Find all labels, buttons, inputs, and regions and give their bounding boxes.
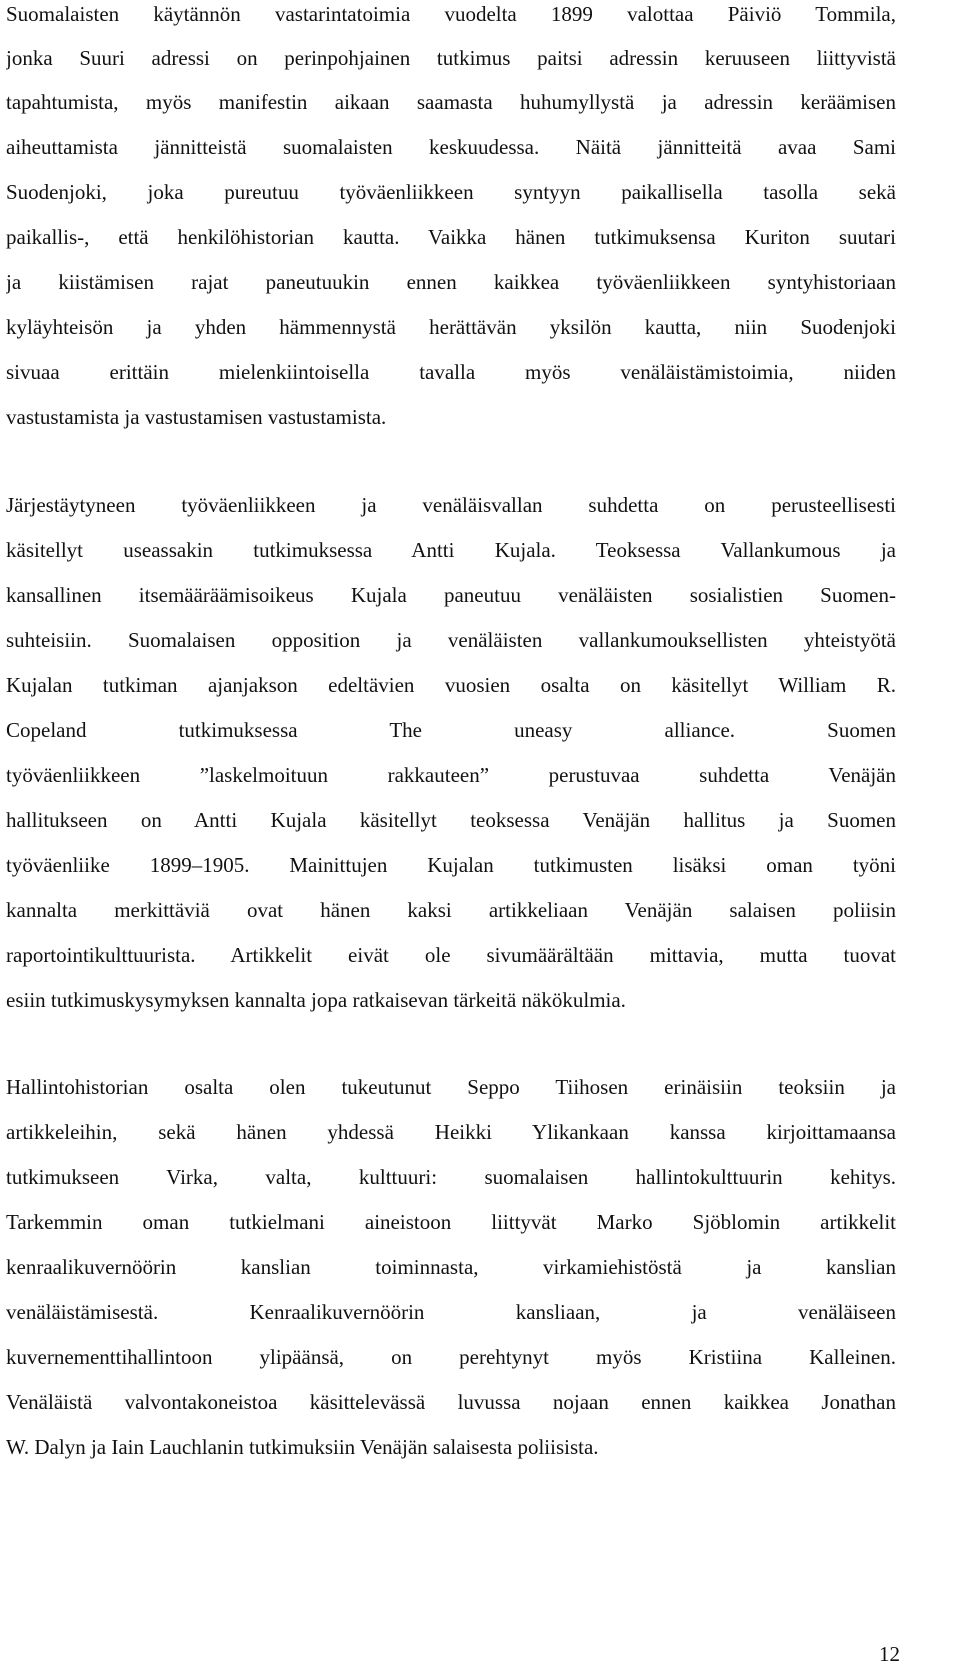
text-line: Kujalan tutkiman ajanjakson edeltävien vuosien osalta on käsitellyt William R.	[6, 673, 896, 697]
text-line: kyläyhteisön ja yhden hämmennystä herättävän yksilön kautta, niin Suodenjoki	[6, 315, 896, 339]
text-line: työväenliikkeen ”laskelmoituun rakkauteen” perustuvaa suhdetta Venäjän	[6, 763, 896, 787]
text-line: kansallinen itsemääräämisoikeus Kujala paneutuu venäläisten sosialistien Suomen-	[6, 583, 896, 607]
text-line: paikallis-, että henkilöhistorian kautta. Vaikka hänen tutkimuksensa Kuriton suutari	[6, 225, 896, 249]
text-line: aiheuttamista jännitteistä suomalaisten keskuudessa. Näitä jännitteitä avaa Sami	[6, 135, 896, 159]
page-number: 12	[879, 1642, 900, 1666]
text-line: hallitukseen on Antti Kujala käsitellyt teoksessa Venäjän hallitus ja Suomen	[6, 808, 896, 832]
text-line: raportointikulttuurista. Artikkelit eivät ole sivumäärältään mittavia, mutta tuovat	[6, 943, 896, 967]
text-line: esiin tutkimuskysymyksen kannalta jopa ratkaisevan tärkeitä näkökulmia.	[6, 988, 626, 1012]
text-line: suhteisiin. Suomalaisen opposition ja venäläisten vallankumouksellisten yhteistyötä	[6, 628, 896, 652]
text-line: Tarkemmin oman tutkielmani aineistoon liittyvät Marko Sjöblomin artikkelit	[6, 1210, 896, 1234]
text-line: vastustamista ja vastustamisen vastustamista.	[6, 405, 387, 429]
text-line: Järjestäytyneen työväenliikkeen ja venäläisvallan suhdetta on perusteellisesti	[6, 493, 896, 517]
text-line: käsitellyt useassakin tutkimuksessa Antti Kujala. Teoksessa Vallankumous ja	[6, 538, 896, 562]
text-line: venäläistämisestä. Kenraalikuvernöörin kansliaan, ja venäläiseen	[6, 1300, 896, 1324]
text-line: W. Dalyn ja Iain Lauchlanin tutkimuksiin Venäjän salaisesta poliisista.	[6, 1435, 599, 1459]
text-line: jonka Suuri adressi on perinpohjainen tutkimus paitsi adressin keruuseen liittyvistä	[6, 46, 896, 70]
text-line: kenraalikuvernöörin kanslian toiminnasta, virkamiehistöstä ja kanslian	[6, 1255, 896, 1279]
text-line: kannalta merkittäviä ovat hänen kaksi artikkeliaan Venäjän salaisen poliisin	[6, 898, 896, 922]
text-line: tapahtumista, myös manifestin aikaan saamasta huhumyllystä ja adressin keräämisen	[6, 90, 896, 114]
text-line: Hallintohistorian osalta olen tukeutunut Seppo Tiihosen erinäisiin teoksiin ja	[6, 1075, 896, 1099]
text-line: ja kiistämisen rajat paneutuukin ennen kaikkea työväenliikkeen syntyhistoriaan	[6, 270, 896, 294]
text-line: tutkimukseen Virka, valta, kulttuuri: suomalaisen hallintokulttuurin kehitys.	[6, 1165, 896, 1189]
text-line: Suomalaisten käytännön vastarintatoimia vuodelta 1899 valottaa Päiviö Tommila,	[6, 2, 896, 26]
text-line: Venäläistä valvontakoneistoa käsittelevässä luvussa nojaan ennen kaikkea Jonathan	[6, 1390, 896, 1414]
text-line: artikkeleihin, sekä hänen yhdessä Heikki Ylikankaan kanssa kirjoittamaansa	[6, 1120, 896, 1144]
text-line: kuvernementtihallintoon ylipäänsä, on perehtynyt myös Kristiina Kalleinen.	[6, 1345, 896, 1369]
text-line: sivuaa erittäin mielenkiintoisella tavalla myös venäläistämistoimia, niiden	[6, 360, 896, 384]
text-line: työväenliike 1899–1905. Mainittujen Kujalan tutkimusten lisäksi oman työni	[6, 853, 896, 877]
text-line: Suodenjoki, joka pureutuu työväenliikkeen syntyyn paikallisella tasolla sekä	[6, 180, 896, 204]
text-line: Copeland tutkimuksessa The uneasy alliance. Suomen	[6, 718, 896, 742]
